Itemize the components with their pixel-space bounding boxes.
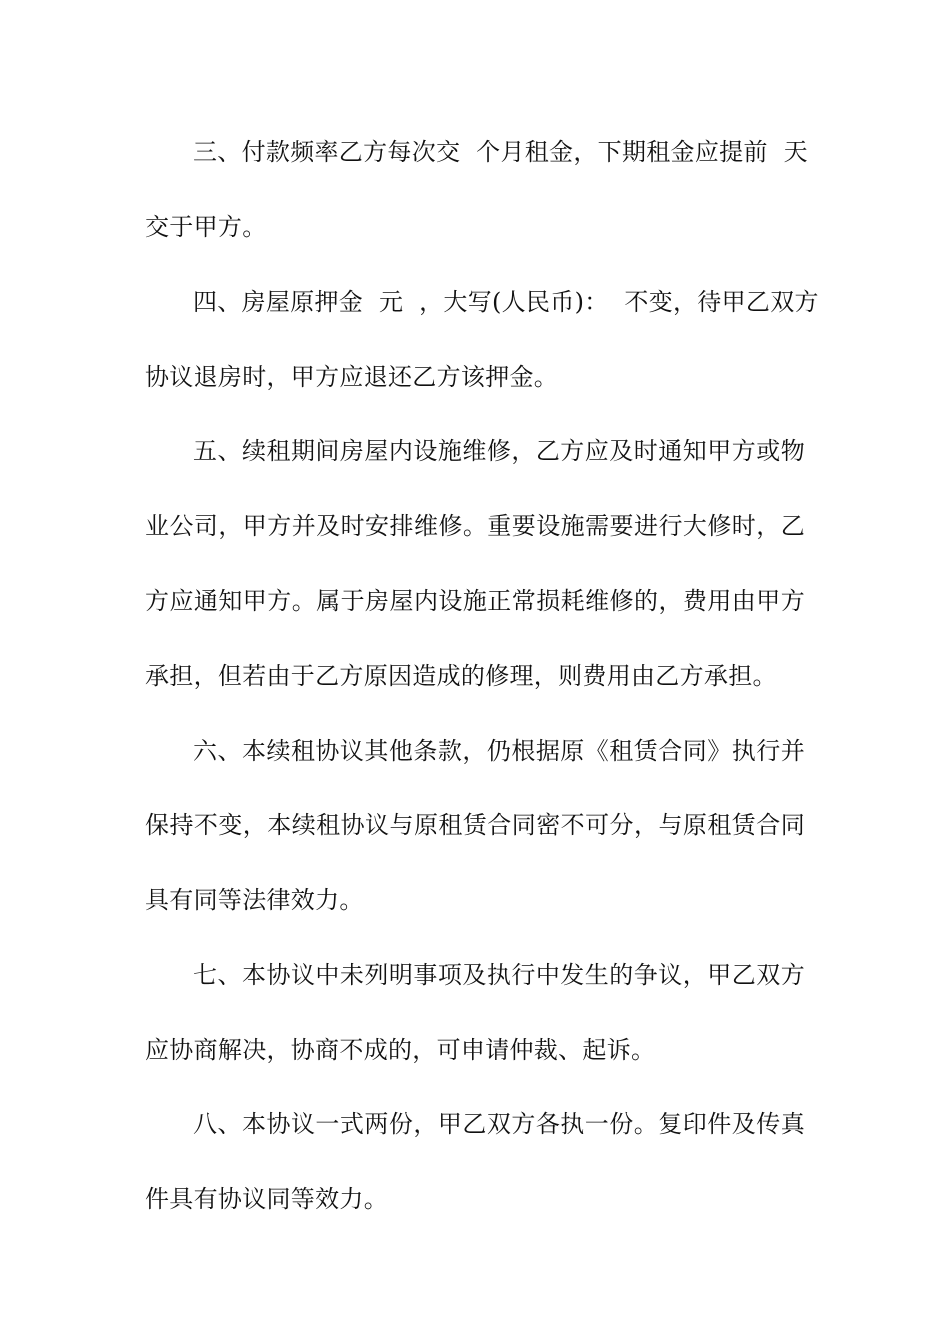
clause-6-line-1: 六、本续租协议其他条款，仍根据原《租赁合同》执行并 <box>193 737 805 765</box>
clause-3-line-2: 交于甲方。 <box>145 213 267 241</box>
clause-5-line-3: 方应通知甲方。属于房屋内设施正常损耗维修的，费用由甲方 <box>145 587 805 615</box>
clause-8-line-2: 件具有协议同等效力。 <box>145 1185 388 1213</box>
clause-8-line-1: 八、本协议一式两份，甲乙双方各执一份。复印件及传真 <box>193 1110 805 1138</box>
clause-5-line-1: 五、续租期间房屋内设施维修，乙方应及时通知甲方或物 <box>193 437 805 465</box>
clause-3-line-1: 三、付款频率乙方每次交 个月租金，下期租金应提前 天 <box>193 138 808 166</box>
clause-6-line-2: 保持不变，本续租协议与原租赁合同密不可分，与原租赁合同 <box>145 811 805 839</box>
clause-6-line-3: 具有同等法律效力。 <box>145 886 364 914</box>
clause-4-line-2: 协议退房时，甲方应退还乙方该押金。 <box>145 363 559 391</box>
clause-5-line-4: 承担，但若由于乙方原因造成的修理，则费用由乙方承担。 <box>145 662 777 690</box>
clause-4-line-1: 四、房屋原押金 元 ，大写(人民币)： 不变，待甲乙双方 <box>193 288 819 316</box>
clause-5-line-2: 业公司，甲方并及时安排维修。重要设施需要进行大修时，乙 <box>145 512 805 540</box>
clause-7-line-2: 应协商解决，协商不成的，可申请仲裁、起诉。 <box>145 1036 656 1064</box>
clause-7-line-1: 七、本协议中未列明事项及执行中发生的争议，甲乙双方 <box>193 961 805 989</box>
